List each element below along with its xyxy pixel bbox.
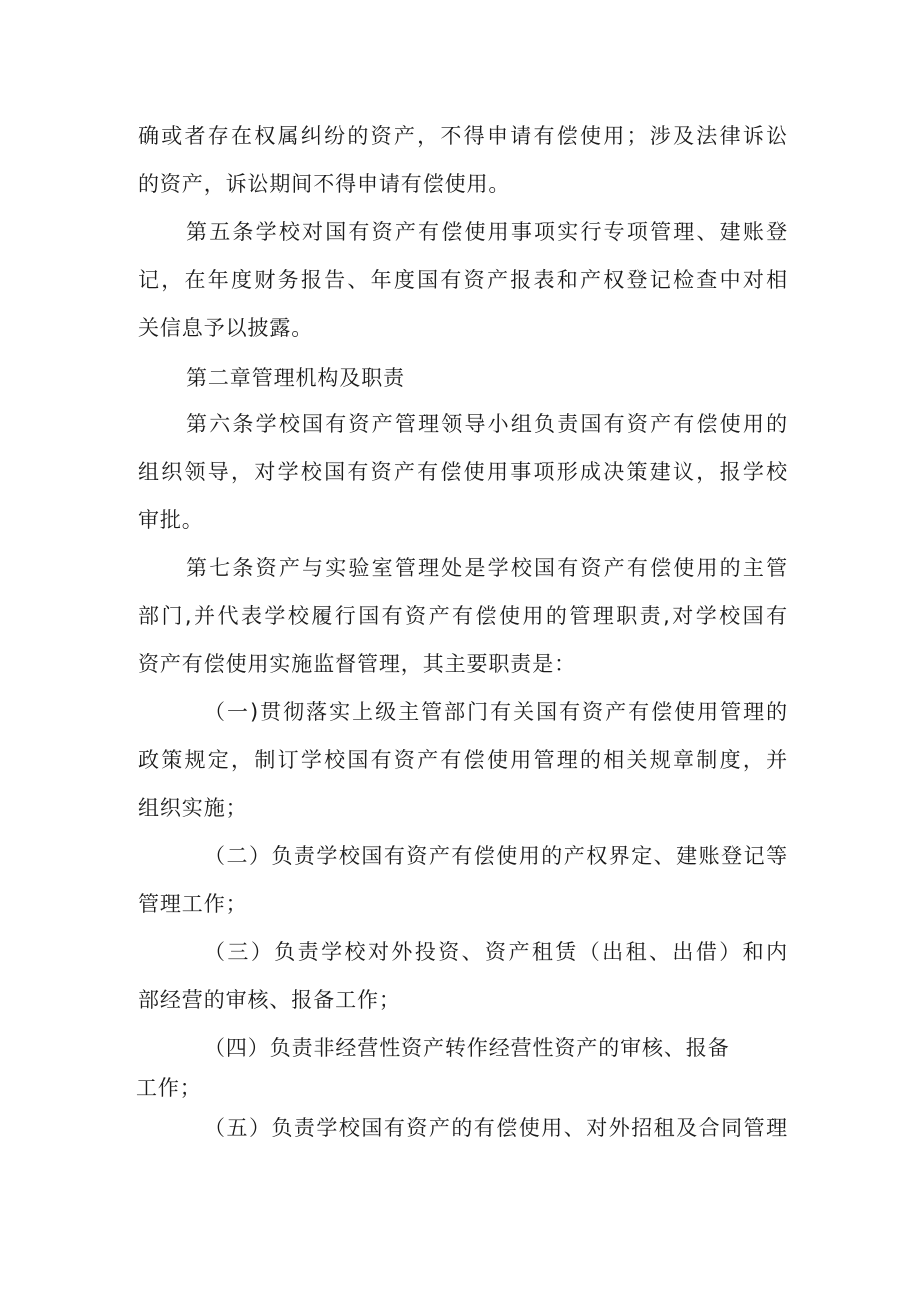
text-line: 第五条学校对国有资产有偿使用事项实行专项管理、建账登 [186, 220, 788, 244]
text-line: 工作； [136, 1076, 202, 1100]
text-line: 关信息予以披露。 [138, 316, 314, 340]
text-line: 组织领导，对学校国有资产有偿使用事项形成决策建议，报学校 [138, 460, 788, 484]
text-line: 部经营的审核、报备工作； [138, 988, 401, 1012]
text-line: 第七条资产与实验室管理处是学校国有资产有偿使用的主管 [186, 556, 788, 580]
text-line: 确或者存在权属纠纷的资产，不得申请有偿使用；涉及法律诉讼 [138, 124, 788, 148]
text-line: 管理工作； [138, 892, 248, 916]
text-line: （五）负责学校国有资产的有偿使用、对外招租及合同管理 [204, 1116, 788, 1140]
text-line: 的资产，诉讼期间不得申请有偿使用。 [138, 172, 511, 196]
text-line: 政策规定，制订学校国有资产有偿使用管理的相关规章制度，并 [138, 748, 788, 772]
chapter-heading: 第二章管理机构及职责 [186, 366, 405, 390]
text-line: 组织实施； [138, 796, 248, 820]
text-line: （一)贯彻落实上级主管部门有关国有资产有偿使用管理的 [204, 700, 788, 724]
text-line: 部门,并代表学校履行国有资产有偿使用的管理职责,对学校国有 [138, 604, 788, 628]
text-line: （三）负责学校对外投资、资产租赁（出租、出借）和内 [204, 940, 788, 964]
text-line: 资产有偿使用实施监督管理，其主要职责是： [138, 652, 576, 676]
text-line: （四）负责非经营性资产转作经营性资产的审核、报备 [204, 1036, 730, 1060]
text-line: （二）负责学校国有资产有偿使用的产权界定、建账登记等 [204, 844, 788, 868]
text-line: 审批。 [138, 508, 204, 532]
text-line: 记，在年度财务报告、年度国有资产报表和产权登记检查中对相 [138, 268, 788, 292]
text-line: 第六条学校国有资产管理领导小组负责国有资产有偿使用的 [186, 412, 788, 436]
